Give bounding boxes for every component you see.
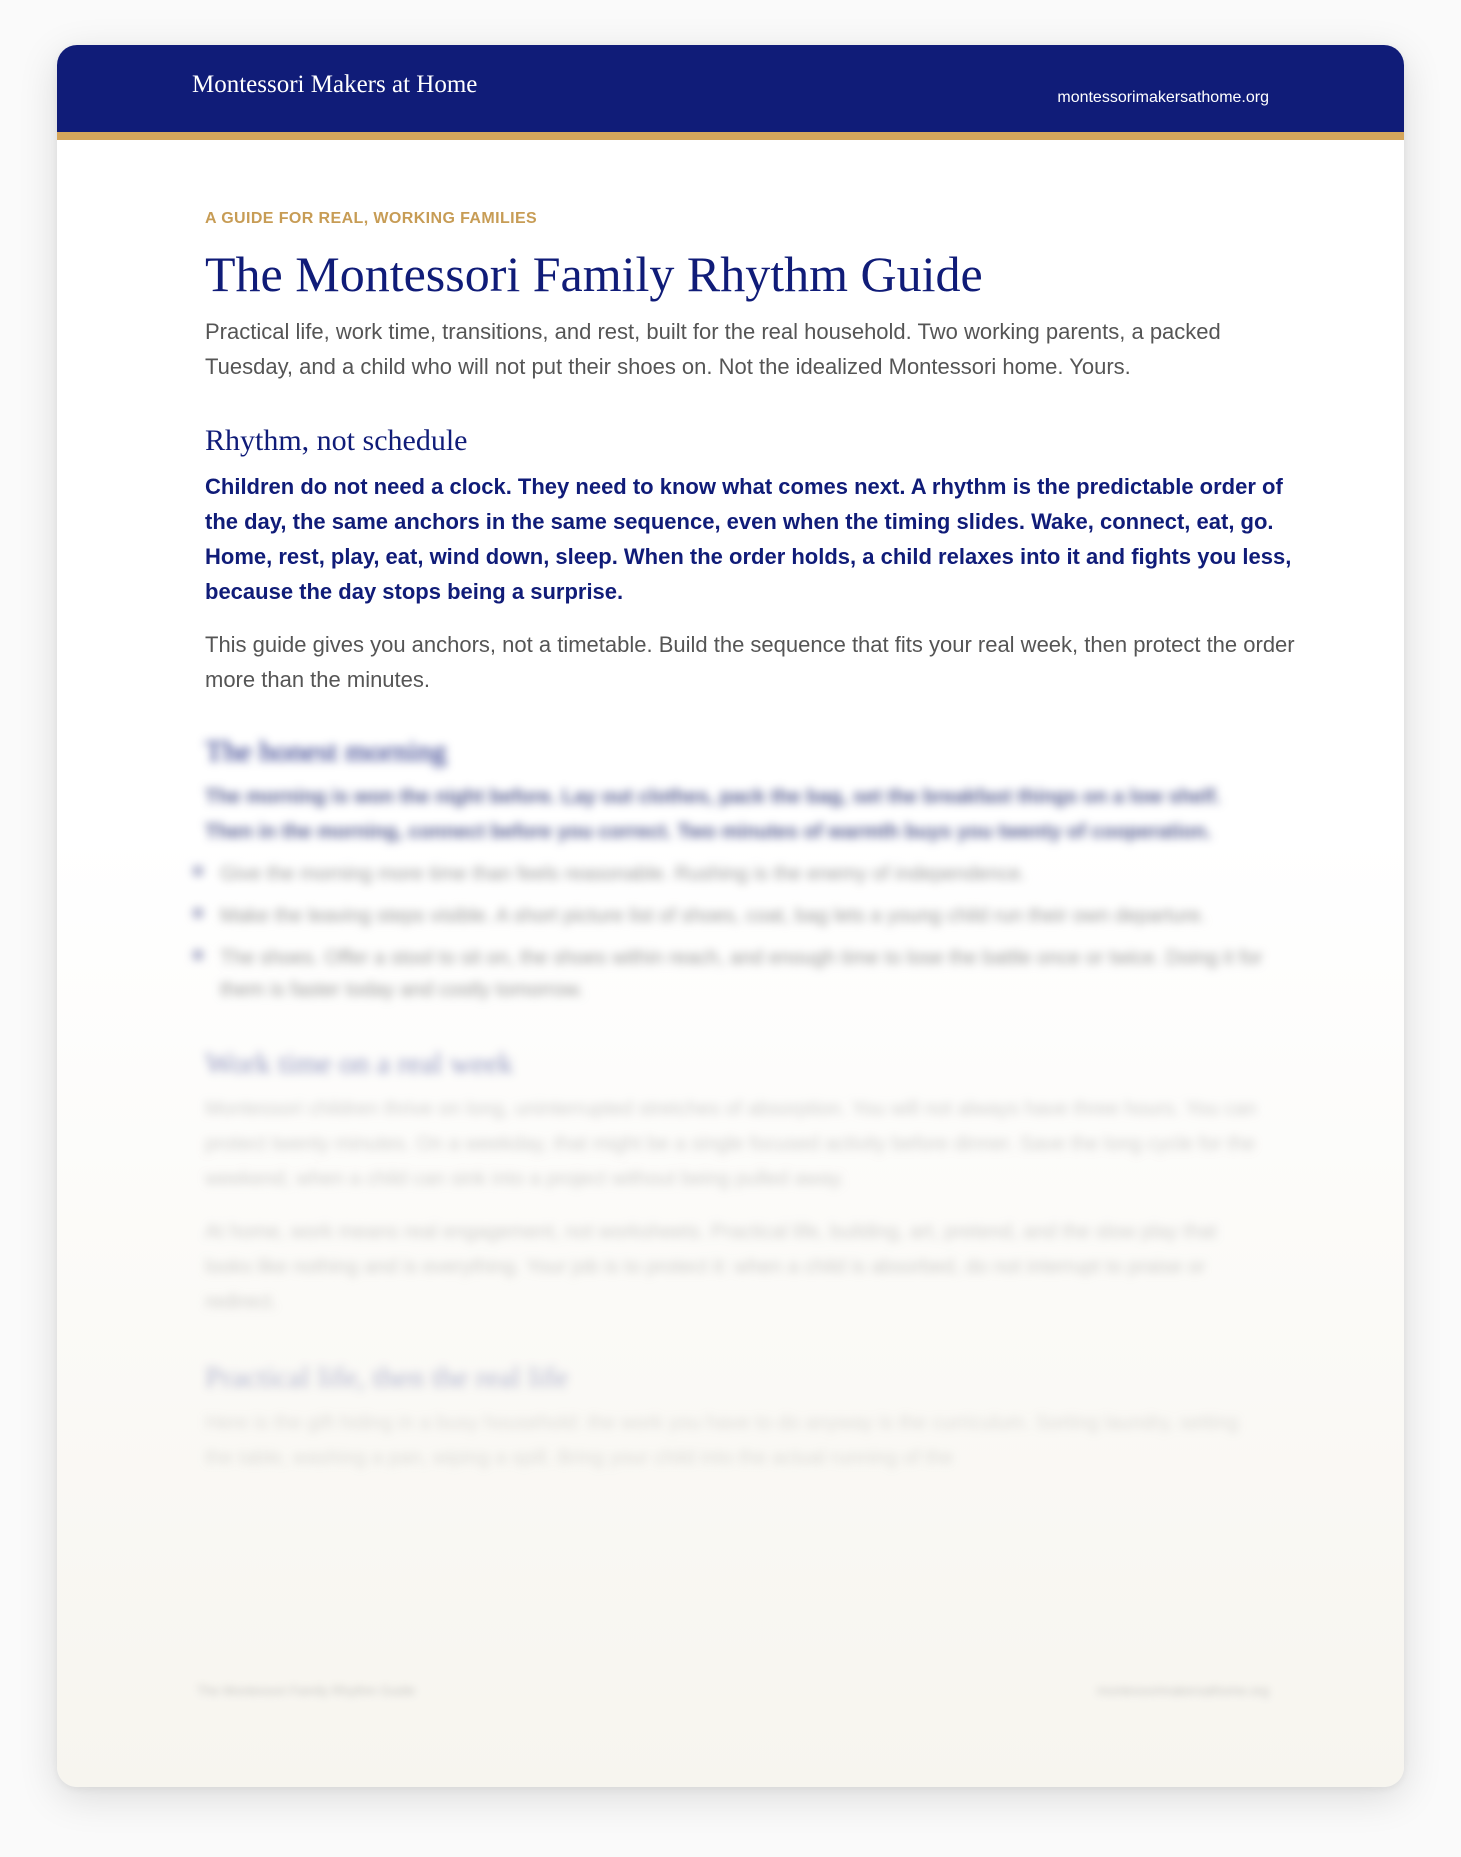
rhythm-body: This guide gives you anchors, not a timetable. Build the sequence that fits your real week, then protect the order more than the minutes.: [205, 631, 1295, 692]
page-footer: [197, 1675, 1269, 1709]
section-title-rhythm: Rhythm, not schedule: [205, 423, 468, 457]
list-item: [205, 942, 1275, 1006]
bullet-icon: [193, 908, 203, 918]
list-item: [205, 858, 1275, 890]
page-title: The Montessori Family Rhythm Guide: [205, 246, 983, 303]
work-paragraph-2: At home, work means real engagement, not worksheets. Practical life, building, art, pretend, and the slow play that looks like nothing and is everything. Your job is to protect it: when a child is absorbed, do not interrupt to praise or redirect.: [205, 1220, 1217, 1313]
footer-title: The Montessori Family Rhythm Guide: [197, 1683, 416, 1698]
morning-lead: The morning is won the night before. Lay out clothes, pack the bag, set the breakfast things on a low shelf. Then in the morning, connect before you correct. Two minutes of warmth buys you twenty of cooperation.: [205, 785, 1221, 843]
work-section: [205, 1046, 1320, 1320]
site-url[interactable]: montessorimakersathome.org: [1057, 89, 1269, 106]
bullet-icon: [193, 950, 203, 960]
section-title-practical: Practical life, then the real life: [205, 1360, 569, 1394]
morning-list: [205, 858, 1320, 1006]
practical-paragraph: Here is the gift hiding in a busy household: the work you have to do anyway is the curriculum. Sorting laundry, setting the table, washing a pan, wiping a spill. Bring your child into the actual running of the: [205, 1411, 1239, 1469]
work-paragraph-1: Montessori children thrive on long, uninterrupted stretches of absorption. You will not always have three hours. You can protect twenty minutes. On a weekday, that might be a single focused activity before dinner. Save the long cycle for the weekend, when a child can sink into a project without being pulled away.: [205, 1097, 1257, 1190]
list-item-text: Make the leaving steps visible. A short picture list of shoes, coat, bag lets a young child run their own departure.: [220, 904, 1207, 927]
guide-card: [57, 45, 1404, 1787]
article-content: [205, 209, 1320, 1494]
section-title-morning: The honest morning: [205, 734, 447, 768]
blurred-preview: [205, 734, 1320, 1476]
eyebrow: A GUIDE FOR REAL, WORKING FAMILIES: [205, 210, 538, 227]
practical-section: [205, 1360, 1320, 1476]
intro-lede: Practical life, work time, transitions, and rest, built for the real household. Two working parents, a packed Tuesday, and a child who will not put their shoes on. Not the idealized Montessori home. Yours.: [205, 318, 1221, 379]
bullet-icon: [193, 866, 203, 876]
footer-url: montessorimakersathome.org: [1097, 1683, 1269, 1698]
rhythm-lead: Children do not need a clock. They need to know what comes next. A rhythm is the predictable order of the day, the same anchors in the same sequence, even when the timing slides. Wake, connect, eat, go. Home, rest, play, eat, wind down, sleep. When the order holds, a child relaxes into it and fights you less, because the day stops being a surprise.: [205, 473, 1292, 604]
site-header: [57, 45, 1404, 140]
section-title-work: Work time on a real week: [205, 1046, 514, 1080]
brand-name[interactable]: Montessori Makers at Home: [192, 71, 478, 98]
list-item-text: Give the morning more time than feels reasonable. Rushing is the enemy of independence.: [220, 862, 1027, 885]
list-item: [205, 900, 1275, 932]
list-item-text: The shoes. Offer a stool to sit on, the shoes within reach, and enough time to lose the battle once or twice. Doing it for them is faster today and costly tomorrow.: [220, 946, 1263, 1001]
